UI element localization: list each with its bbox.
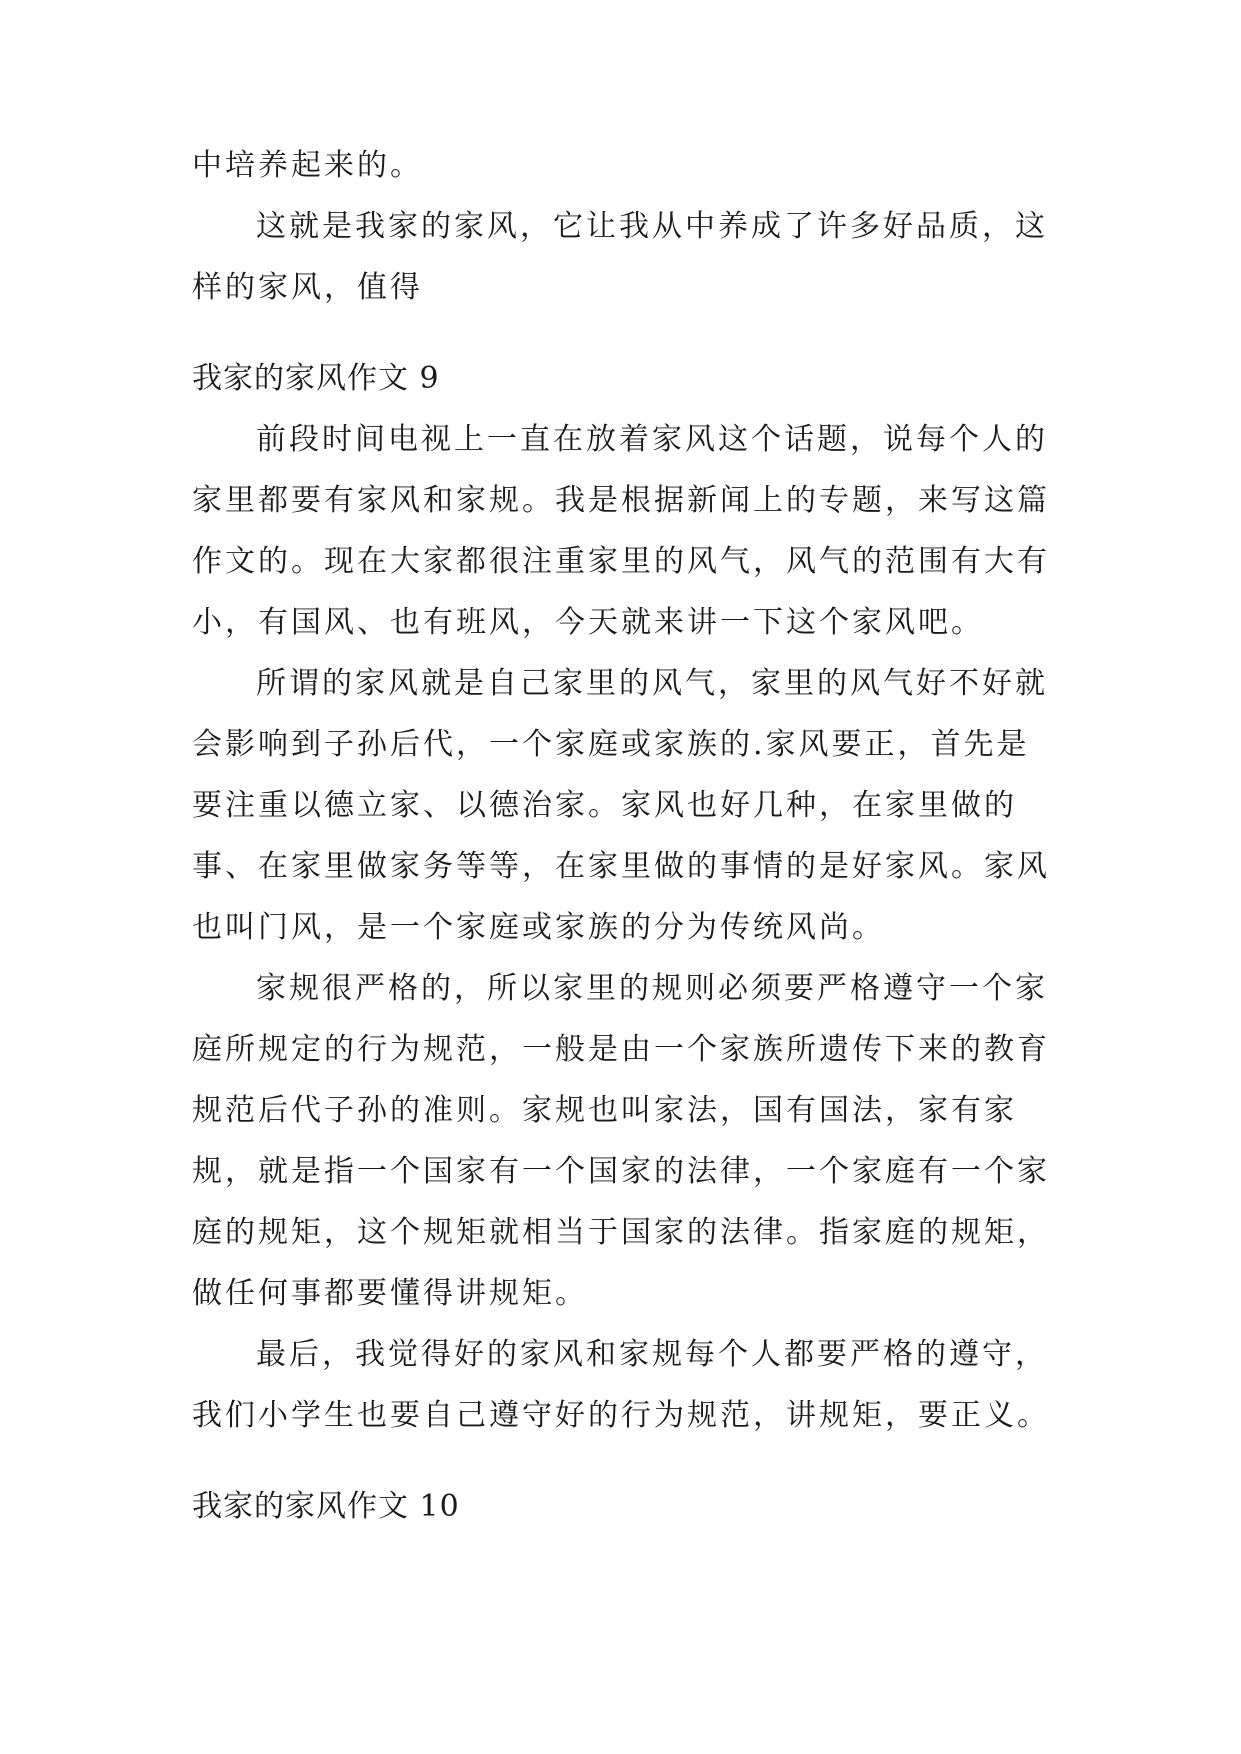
essay-9-paragraph-3: 家规很严格的，所以家里的规则必须要严格遵守一个家庭所规定的行为规范，一般是由一个家族所遗传下来的教育规范后代子孙的准则。家规也叫家法，国有国法，家有家规，就是指一个国家有一个国家的法律，一个家庭有一个家庭的规矩，这个规矩就相当于国家的法律。指家庭的规矩，做任何事都要懂得讲规矩。 (192, 971, 1050, 1311)
paragraph-continuation: 中培养起来的。 (192, 148, 423, 183)
essay-9-paragraph-4: 最后，我觉得好的家风和家规每个人都要严格的遵守，我们小学生也要自己遵守好的行为规范，讲规矩，要正义。 (192, 1337, 1050, 1433)
essay-heading-9: 我家的家风作文 9 (192, 361, 440, 396)
essay-9-paragraph-2: 所谓的家风就是自己家里的风气，家里的风气好不好就会影响到子孙后代，一个家庭或家族的.家风要正，首先是要注重以德立家、以德治家。家风也好几种，在家里做的事、在家里做家务等等，在家里做的事情的是好家风。家风也叫门风，是一个家庭或家族的分为传统风尚。 (192, 666, 1050, 945)
essay-heading-10: 我家的家风作文 10 (192, 1489, 460, 1524)
essay-9-paragraph-1: 前段时间电视上一直在放着家风这个话题，说每个人的家里都要有家风和家规。我是根据新闻上的专题，来写这篇作文的。现在大家都很注重家里的风气，风气的范围有大有小，有国风、也有班风，今天就来讲一下这个家风吧。 (192, 422, 1050, 640)
paragraph-closing: 这就是我家的家风，它让我从中养成了许多好品质，这样的家风，值得 (192, 209, 1048, 305)
